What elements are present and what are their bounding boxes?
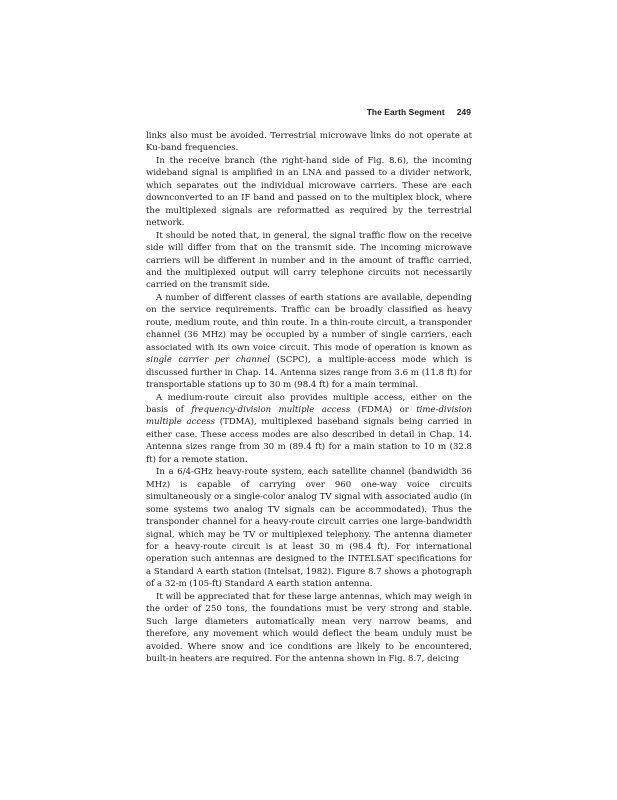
- body-text: [146, 130, 472, 665]
- paragraph: [146, 392, 472, 467]
- paragraph-text: (FDMA) or: [350, 404, 417, 415]
- paragraph-text: It will be appreciated that for these large antennas, which may weigh in the order of 250 tons, the foundations must be very strong and stable. Such large diameters automatically mean very narrow beams, and therefore, any movement which would deflect the beam unduly must be avoided. Where snow and ice conditions are likely to be encountered, built-in heaters are required. For the antenna shown in Fig. 8.7, deicing: [146, 591, 472, 665]
- paragraph-text: It should be noted that, in general, the signal traffic flow on the receive side will differ from that on the transmit side. The incoming microwave carriers will be different in number and in the amount of traffic carried, and the multiplexed output will carry telephone circuits not necessarily carried on the transmit side.: [146, 230, 472, 291]
- italic-term: single carrier per channel: [146, 355, 271, 366]
- paragraph: [146, 591, 472, 666]
- paragraph: [146, 466, 472, 591]
- paragraph: [146, 230, 472, 292]
- paragraph: [146, 155, 472, 230]
- paragraph-text: In the receive branch (the right-hand side of Fig. 8.6), the incoming wideband signal is amplified in an LNA and passed to a divider network, which separates out the individual microwave carriers. These are each downconverted to an IF band and passed on to the multiplex block, where the multiplexed signals are reformatted as required by the terrestrial network.: [146, 155, 472, 229]
- page-number: 249: [456, 107, 471, 117]
- chapter-title: The Earth Segment: [366, 107, 445, 117]
- paragraph: [146, 130, 472, 155]
- paragraph-text: A medium-route circuit also provides multiple access, either on the basis of: [146, 392, 472, 415]
- running-head: [367, 107, 471, 117]
- paragraph-text: links also must be avoided. Terrestrial microwave links do not operate at Ku-band frequencies.: [146, 131, 472, 154]
- paragraph-text: A number of different classes of earth stations are available, depending on the service requirements. Traffic can be broadly classified as heavy route, medium route, and thin route. In a thin-route circuit, a transponder channel (36 MHz) may be occupied by a number of single carriers, each associated with its own voice circuit. This mode of operation is known as: [146, 292, 472, 353]
- italic-term: frequency-division multiple access: [191, 404, 351, 415]
- paragraph-text: (TDMA), multiplexed baseband signals being carried in either case. These access modes are also described in detail in Chap. 14. Antenna sizes range from 30 m (89.4 ft) for a main station to 10 m (32.8 ft) for a remote station.: [146, 417, 472, 465]
- paragraph-text: (SCPC), a multiple-access mode which is discussed further in Chap. 14. Antenna sizes range from 3.6 m (11.8 ft) for transportable stations up to 30 m (98.4 ft) for a main terminal.: [146, 355, 472, 391]
- italic-term: time-division multiple access: [146, 404, 472, 428]
- paragraph: [146, 292, 472, 392]
- paragraph-text: In a 6/4-GHz heavy-route system, each satellite channel (bandwidth 36 MHz) is capable of carrying over 960 one-way voice circuits simultaneously or a single-color analog TV signal with associated audio (in some systems two analog TV signals can be accommodated). Thus the transponder channel for a heavy-route circuit carries one large-bandwidth signal, which may be TV or multiplexed telephony. The antenna diameter for a heavy-route circuit is at least 30 m (98.4 ft). For international operation such antennas are designed to the INTELSAT specifications for a Standard A earth station (Intelsat, 1982). Figure 8.7 shows a photograph of a 32-m (105-ft) Standard A earth station antenna.: [146, 467, 472, 590]
